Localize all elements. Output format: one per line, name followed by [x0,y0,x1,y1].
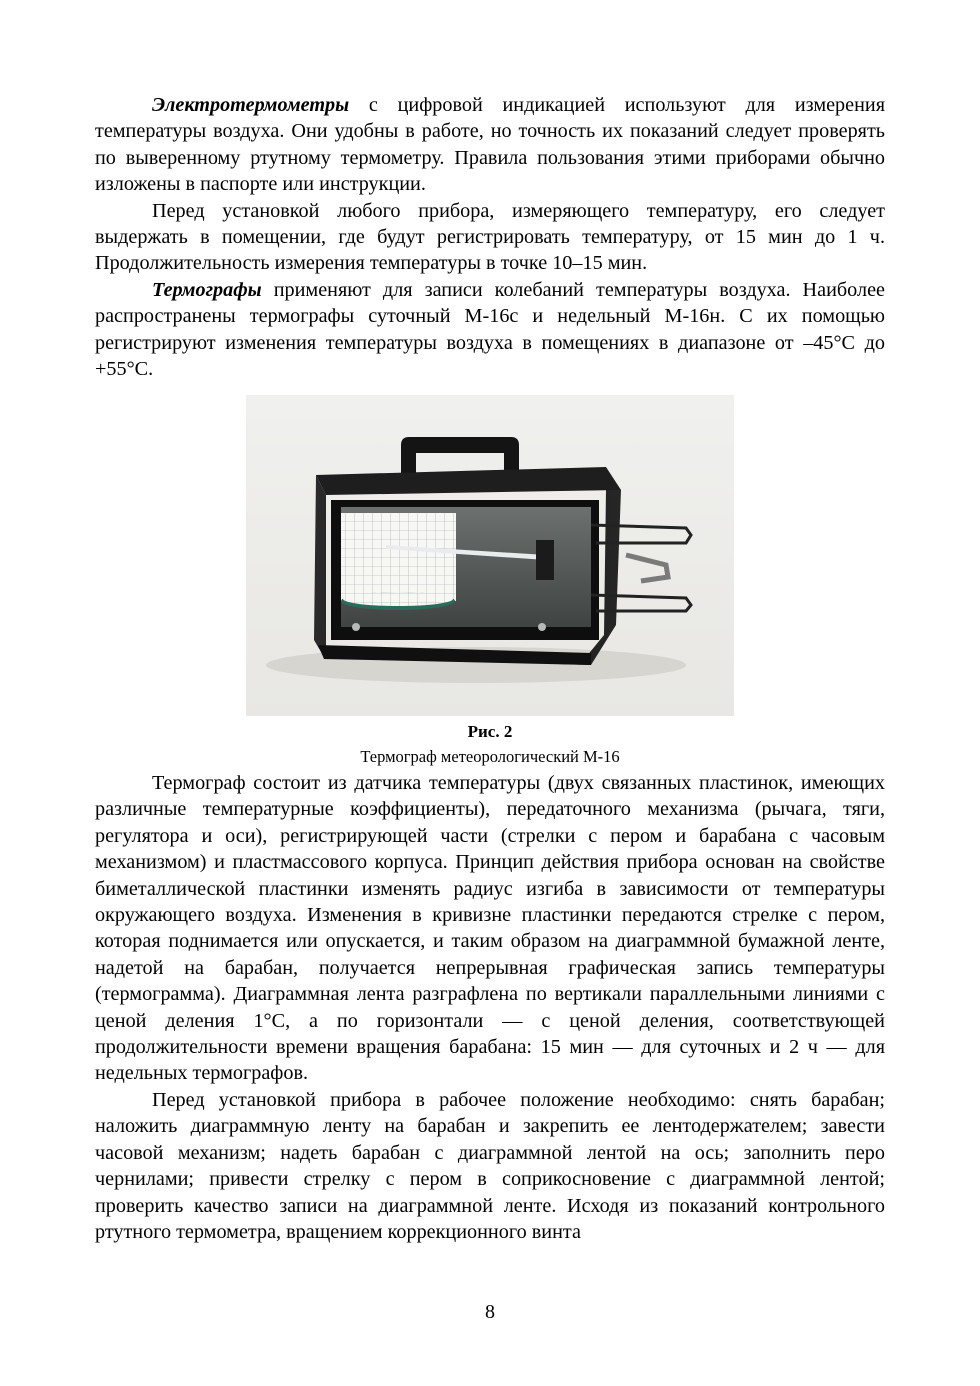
term-electrothermometers: Электротермометры [152,94,350,116]
figure-number: Рис. 2 [467,722,513,741]
paragraph-text: с цифровой индикацией используют для измерения температуры воздуха. Они удобны в работе, но точность их показаний следует проверять по выверенному ртутному термометру. Правила пользования этими приборами обычно изложены в паспорте или инструкции. [95,94,885,196]
paragraph-installation [95,198,885,277]
text-block-top [95,92,885,382]
paragraph-text: Перед установкой любого прибора, измеряющего температуру, его следует выдержать в помещении, где будут регистрировать температуру, от 15 мин до 1 ч. Продолжительность измерения температуры в точке 10–15 мин. [95,199,885,275]
paragraph-text: Термограф состоит из датчика температуры (двух связанных пластинок, имеющих различные температурные коэффициенты), передаточного механизма (рычага, тяги, регулятора и оси), регистрирующей части (стрелки с пером и барабана с часовым механизмом) и пластмассового корпуса. Принцип действия прибора основан на свойстве биметаллической пластинки изменять радиус изгиба в зависимости от температуры окружающего воздуха. Изменения в кривизне пластинки передаются стрелке с пером, которая поднимается или опускается, и таким образом на диаграммной бумажной ленте, надетой на барабан, получается непрерывная графическая запись температуры (термограмма). Диаграммная лента разграфлена по вертикали параллельными линиями с ценой деления 1°С, а по горизонтали — с ценой деления, соответствующей продолжительности времени вращения барабана: 15 мин — для суточных и 2 ч — для недельных термографов. [95,772,885,1085]
text-block-bottom [95,770,885,1245]
paragraph-text: Перед установкой прибора в рабочее положение необходимо: снять барабан; наложить диаграммную ленту на барабан и закрепить ее лентодержателем; завести часовой механизм; надеть барабан с диаграммной лентой на ось; заполнить перо чернилами; привести стрелку с пером в соприкосновение с диаграммной лентой; проверить качество записи на диаграммной ленте. Исходя из показаний контрольного ртутного термометра, вращением коррекционного винта [95,1088,885,1243]
figure-caption: Термограф метеорологический М-16 [360,747,620,766]
paragraph-electrothermometers [95,92,885,198]
thermograph-illustration [246,395,734,716]
thermograph-photo [246,395,734,716]
paragraph-thermographs [95,277,885,383]
term-thermographs: Термографы [152,278,262,301]
paragraph-setup-steps [95,1087,885,1245]
paragraph-thermograph-structure [95,770,885,1087]
page-number: 8 [485,1301,495,1323]
paragraph-text: применяют для записи колебаний температуры воздуха. Наиболее распространены термографы суточный М-16с и недельный М-16н. С их помощью регистрируют изменения температуры воздуха в помещениях в диапазоне от –45°С до +55°С. [95,278,885,381]
